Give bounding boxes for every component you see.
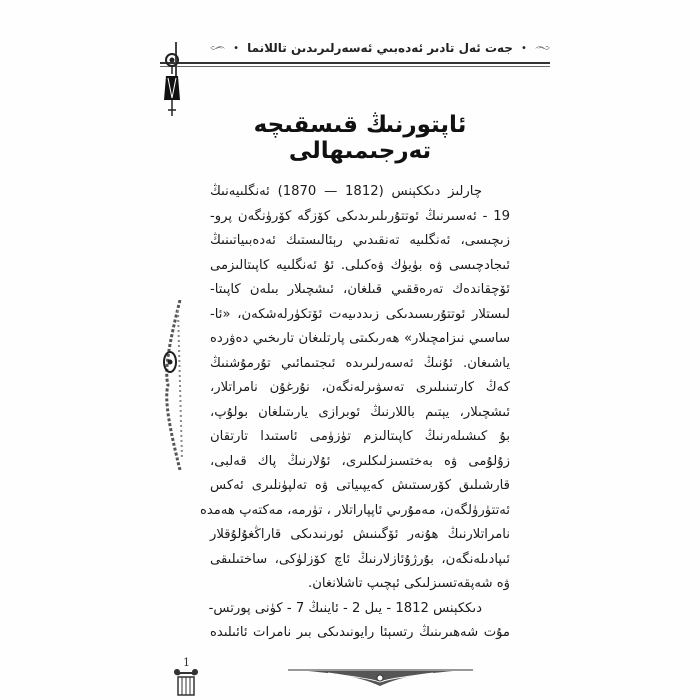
text-line: ياشىغان. ئۇنىڭ ئەسەرلىرىدە ئىجتىمائىي تۇرمۇشنىڭ bbox=[210, 355, 510, 371]
page-number: 1 bbox=[183, 656, 190, 669]
text-line: زىچىسى، ئەنگلىيە تەنقىدىي رېئالىستىك ئەدەبىياتىنىڭ bbox=[210, 233, 510, 248]
text-line: نامراتلارنىڭ ھۇنەر ئۆگىنىش ئورنىدىكى قاراڭغۇلۇقلار bbox=[210, 527, 510, 542]
text-line: چارلىز دىككېنس (1812 — 1870) ئەنگلىيەنىڭ bbox=[210, 184, 482, 199]
column-ornament-icon bbox=[172, 668, 200, 698]
text-line: زۇلۇمى ۋە بەختسىزلىكلىرى، ئۇلارنىڭ پاك قەلبى، bbox=[210, 453, 510, 469]
text-line: قارشىلىق كۆرسىتىش كەيپىياتى ۋە تەلپۈنلىرى ئەكس bbox=[210, 478, 510, 493]
text-line: لىستلار ئوتتۇرىسىدىكى زىددىيەت ئۆتكۈرلەشكەن، «ئا- bbox=[210, 306, 510, 322]
text-line: ئەتتۈرۈلگەن، مەمۇرىي ئاپپاراتلار ، تۈرمە، مەكتەپ ھەمدە bbox=[199, 502, 510, 518]
text-line: 19 - ئەسىرنىڭ ئوتتۇرىلىرىدىكى كۆزگە كۆرۈنگەن پرو- bbox=[210, 208, 510, 224]
lantern-ornament-icon bbox=[158, 40, 186, 120]
text-line: ئۆچقاندەك تەرەققىي قىلغان، ئىشچىلار بىلەن كاپىتا- bbox=[210, 282, 510, 297]
running-title: جەت ئەل تادىر ئەدەبىي ئەسەرلىرىدىن تاللانما bbox=[247, 41, 513, 55]
text-line: دىككېنس 1812 - يىل 2 - ئاينىڭ 7 - كۈنى پورتس- bbox=[208, 600, 482, 616]
text-line: مۇت شەھىرىنىڭ رتسېئا رايونىدىكى بىر نامرات ئائىلىدە bbox=[210, 625, 510, 640]
body-text bbox=[199, 180, 510, 646]
text-line: ۋە شەپقەتسىزلىكى ئېچىپ تاشلانغان. bbox=[308, 576, 510, 591]
chapter-title: ئاپتورنىڭ قىسقىچە تەرجىمىھالى bbox=[253, 112, 467, 164]
text-line: كەڭ كارتىنىلىرى تەسۋىرلەنگەن، نۇرغۇن نامراتلار، bbox=[210, 380, 510, 395]
text-line: ساسىي نىزامچىلار» ھەرىكىتى پارتلىغان تارىخىي دەۋردە bbox=[210, 331, 510, 346]
flourish-icon bbox=[210, 41, 225, 55]
header-rule bbox=[160, 62, 550, 64]
running-header bbox=[160, 34, 550, 64]
header-dot: • bbox=[233, 42, 240, 54]
header-row bbox=[210, 38, 550, 58]
text-line: ئىجادچىسى ۋە بۈيۈك ۋەكىلى. ئۇ ئەنگلىيە كاپىتالىزمى bbox=[210, 257, 510, 273]
text-line: ئىشچىلار، يېتىم باللارنىڭ ئوبرازى يارىتىلغان بولۇپ، bbox=[210, 404, 510, 420]
footer-ornament-icon bbox=[288, 668, 473, 690]
flourish-icon bbox=[535, 41, 550, 55]
header-rule bbox=[160, 66, 550, 67]
side-ornament-icon bbox=[160, 300, 186, 470]
text-line: بۇ كىشىلەرنىڭ كاپىتالىزم تۈزۈمى ئاستىدا تارتقان bbox=[210, 429, 510, 444]
text-line: ئىپادىلەنگەن، بۇرژۇئازلارنىڭ ئاچ كۆزلۈكى، ساختىلىقى bbox=[210, 551, 510, 567]
header-dot: • bbox=[520, 42, 527, 54]
